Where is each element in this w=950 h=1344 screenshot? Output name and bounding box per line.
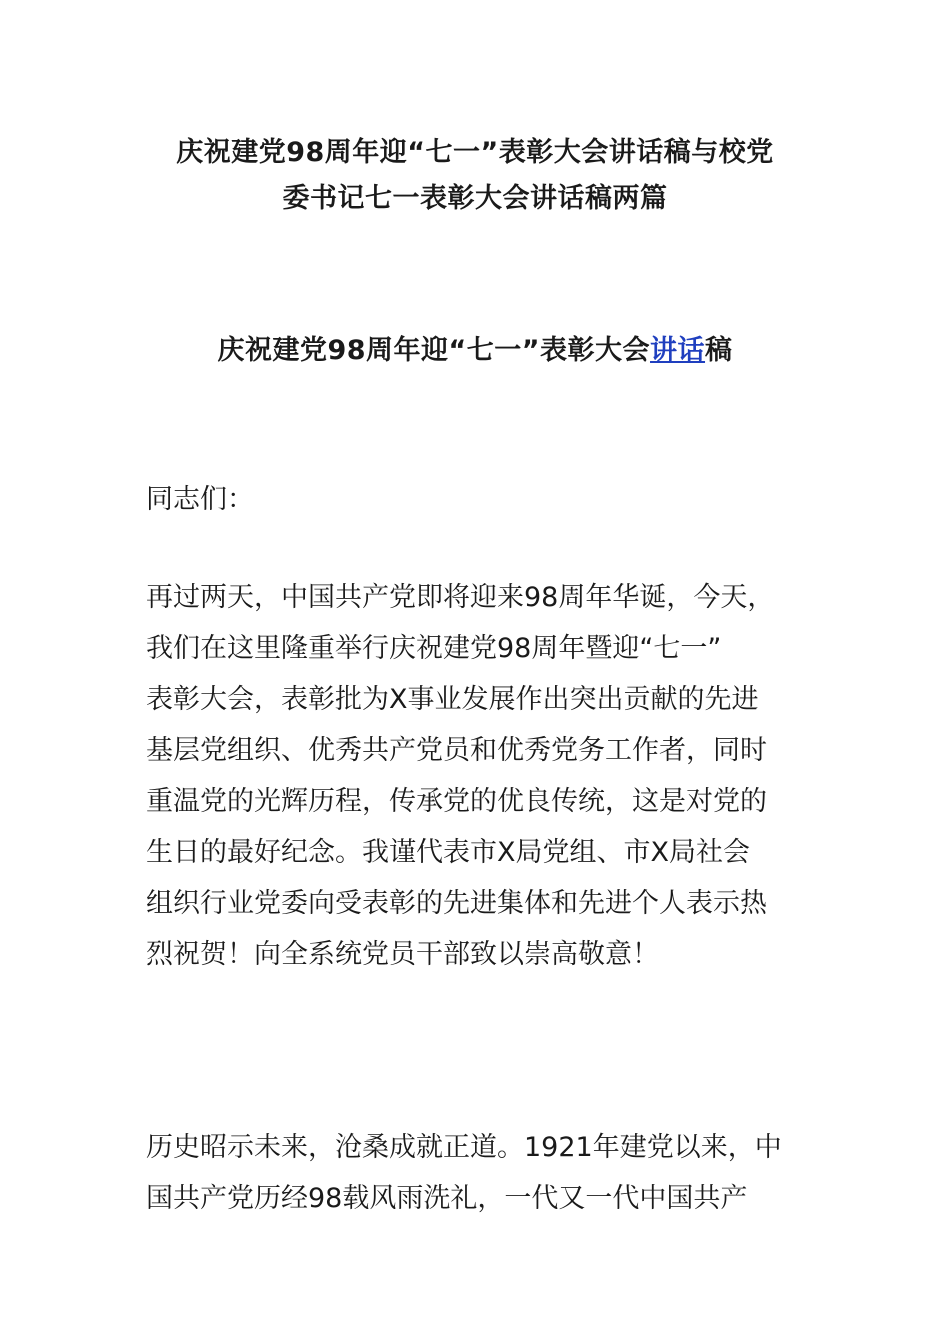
section-heading-text: 庆祝建党98周年迎“七一”表彰大会 bbox=[217, 335, 651, 366]
paragraph-line: 组织行业党委向受表彰的先进集体和先进个人表示热 bbox=[146, 888, 767, 919]
paragraph-line: 生日的最好纪念。我谨代表市X局党组、市X局社会 bbox=[146, 837, 750, 868]
paragraph-line: 重温党的光辉历程，传承党的优良传统，这是对党的 bbox=[146, 786, 767, 817]
section-heading-suffix: 稿 bbox=[705, 335, 733, 366]
paragraph-line: 历史昭示未来，沧桑成就正道。1921年建党以来，中 bbox=[146, 1132, 782, 1163]
section-heading bbox=[0, 328, 950, 374]
paragraph-2 bbox=[146, 1122, 812, 1224]
document-title-line-1: 庆祝建党98周年迎“七一”表彰大会讲话稿与校党 bbox=[176, 137, 774, 168]
paragraph-line: 基层党组织、优秀共产党员和优秀党务工作者，同时 bbox=[146, 735, 767, 766]
speech-link[interactable]: 讲话 bbox=[650, 335, 706, 366]
paragraph-line: 烈祝贺！向全系统党员干部致以崇高敬意！ bbox=[146, 939, 659, 970]
greeting: 同志们： bbox=[146, 484, 254, 515]
paragraph-1 bbox=[146, 572, 812, 980]
paragraph-line: 国共产党历经98载风雨洗礼，一代又一代中国共产 bbox=[146, 1183, 748, 1214]
document-title-line-2: 委书记七一表彰大会讲话稿两篇 bbox=[282, 183, 668, 214]
paragraph-line: 表彰大会，表彰批为X事业发展作出突出贡献的先进 bbox=[146, 684, 759, 715]
paragraph-line: 再过两天，中国共产党即将迎来98周年华诞，今天， bbox=[146, 582, 775, 613]
paragraph-line: 我们在这里隆重举行庆祝建党98周年暨迎“七一” bbox=[146, 633, 722, 664]
